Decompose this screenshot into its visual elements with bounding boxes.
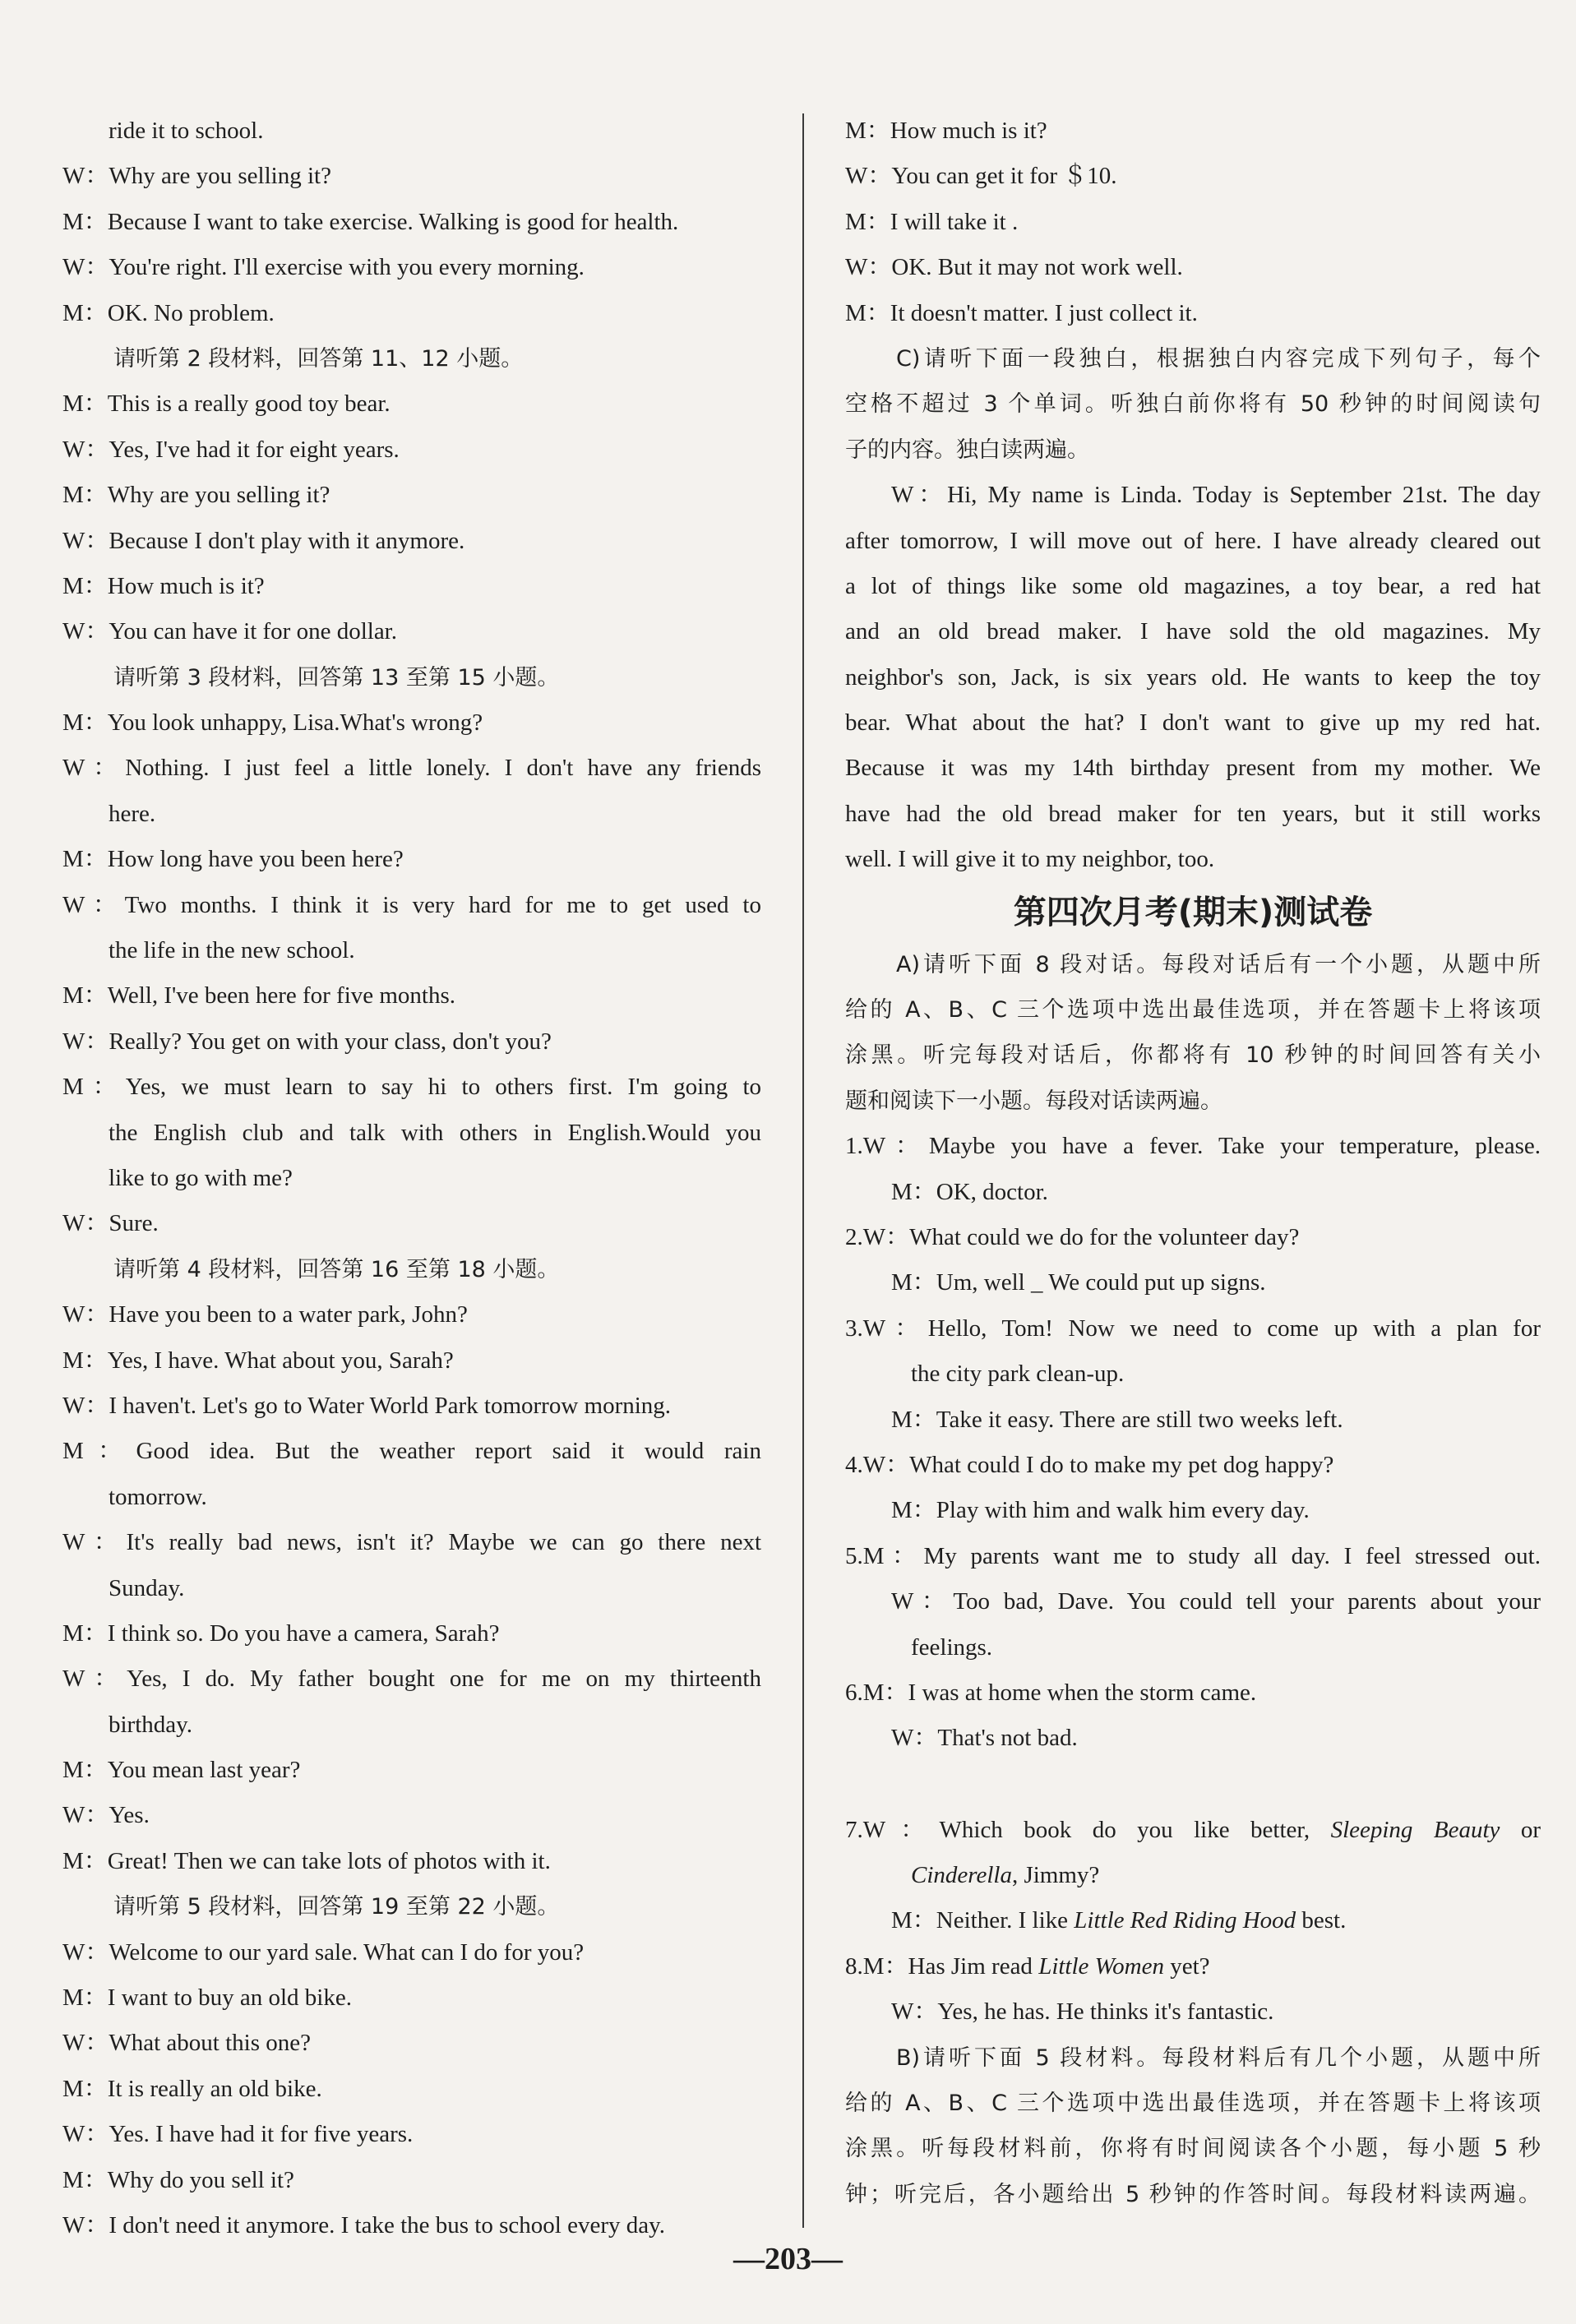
text-line: W：Too bad, Dave. You could tell your parents about your xyxy=(891,1588,1541,1615)
text-line: M：This is a really good toy bear. xyxy=(62,390,391,418)
text-line: 6.M：I was at home when the storm came. xyxy=(845,1679,1257,1706)
text-line: M：OK, doctor. xyxy=(891,1178,1048,1205)
text-line: M：Why do you sell it? xyxy=(62,2166,294,2193)
text-line: M：Yes, I have. What about you, Sarah? xyxy=(62,1347,454,1374)
text-line: the city park clean-up. xyxy=(911,1361,1125,1388)
text-line: W：Because I don't play with it anymore. xyxy=(62,527,465,554)
text-line: 5.M：My parents want me to study all day. I feel stressed out. xyxy=(845,1542,1541,1569)
text-line: M：Take it easy. There are still two weeks left. xyxy=(891,1406,1343,1433)
text-line: 请听第 3 段材料，回答第 13 至第 15 小题。 xyxy=(113,664,560,691)
book-title: Little Red Riding Hood xyxy=(1074,1907,1296,1934)
book-title: Cinderella xyxy=(911,1862,1012,1889)
text-line: 子的内容。独白读两遍。 xyxy=(845,437,1089,463)
text-line: A)请听下面 8 段对话。每段对话后有一个小题，从题中所 xyxy=(896,951,1541,977)
text-line: W：I don't need it anymore. I take the bus to school every day. xyxy=(62,2211,665,2239)
text-line: W：Have you been to a water park, John? xyxy=(62,1301,468,1328)
text-segment: , Jimmy? xyxy=(1011,1862,1100,1889)
text-segment: 7.W：Which book do you like better, xyxy=(845,1816,1331,1843)
text-line: like to go with me? xyxy=(109,1164,293,1191)
text-line: M：I will take it . xyxy=(845,208,1019,235)
text-line: and an old bread maker. I have sold the old magazines. My xyxy=(845,618,1541,645)
text-line: here. xyxy=(109,800,156,827)
section-heading: 第四次月考(期末)测试卷 xyxy=(1013,893,1373,931)
text-line: bear. What about the hat? I don't want to give up my red hat. xyxy=(845,709,1541,737)
text-line: M：Well, I've been here for five months. xyxy=(62,982,456,1010)
text-line: Sunday. xyxy=(109,1574,185,1601)
text-line: W：Nothing. I just feel a little lonely. I don't have any friends xyxy=(62,755,761,782)
text-line: W：I haven't. Let's go to Water World Park tomorrow morning. xyxy=(62,1392,672,1419)
text-line: M：I want to buy an old bike. xyxy=(62,1984,352,2012)
text-line: W：Yes, I've had it for eight years. xyxy=(62,436,400,463)
text-line: 请听第 5 段材料，回答第 19 至第 22 小题。 xyxy=(113,1894,560,1920)
text-line: W：You're right. I'll exercise with you every morning. xyxy=(62,254,585,281)
text-line: neighbor's son, Jack, is six years old. He wants to keep the toy xyxy=(845,663,1541,691)
right-tail-block xyxy=(845,2035,1541,2218)
text-line: M：Um, well _ We could put up signs. xyxy=(891,1269,1266,1296)
right-bottom-block xyxy=(845,942,1541,1808)
book-title: Little Women xyxy=(1038,1952,1164,1980)
text-line: M：Yes, we must learn to say hi to others first. I'm going to xyxy=(62,1074,761,1101)
text-segment: M：Neither. I like xyxy=(891,1907,1075,1934)
text-line: M：Good idea. But the weather report said it would rain xyxy=(62,1438,761,1465)
text-line: 请听第 4 段材料，回答第 16 至第 18 小题。 xyxy=(113,1256,560,1282)
text-line: W：Yes. xyxy=(62,1802,150,1829)
text-line xyxy=(845,1762,1541,1808)
text-line: 给的 A、B、C 三个选项中选出最佳选项，并在答题卡上将该项 xyxy=(845,997,1541,1023)
text-line: 给的 A、B、C 三个选项中选出最佳选项，并在答题卡上将该项 xyxy=(845,2091,1541,2117)
text-line xyxy=(845,1989,1541,2035)
text-line: 1.W：Maybe you have a fever. Take your temperature, please. xyxy=(845,1133,1541,1160)
right-italic-block xyxy=(845,1808,1541,2035)
text-line: have had the old bread maker for ten years, but it still works xyxy=(845,800,1541,827)
text-line: M：How much is it? xyxy=(845,118,1047,144)
text-line: birthday. xyxy=(109,1711,193,1738)
text-line: W：Sure. xyxy=(62,1210,159,1237)
right-top-block xyxy=(845,109,1541,883)
text-line: M：You look unhappy, Lisa.What's wrong? xyxy=(62,709,483,737)
text-line: M：OK. No problem. xyxy=(62,299,275,326)
text-line: M：How much is it? xyxy=(62,572,265,599)
text-line: M：Why are you selling it? xyxy=(62,482,330,509)
text-line: 题和阅读下一小题。每段对话读两遍。 xyxy=(845,1088,1222,1114)
text-line: 空格不超过 3 个单词。听独白前你将有 50 秒钟的时间阅读句 xyxy=(845,391,1541,418)
text-line xyxy=(845,1898,1541,1943)
text-line: M：How long have you been here? xyxy=(62,846,404,873)
right-column xyxy=(845,109,1541,2217)
left-column xyxy=(62,109,761,2248)
text-line: W：Welcome to our yard sale. What can I do for you? xyxy=(62,1938,585,1966)
text-line: 钟；听完后，各小题给出 5 秒钟的作答时间。每段材料读两遍。 xyxy=(845,2181,1541,2207)
text-line: W：Really? You get on with your class, don't you? xyxy=(62,1028,552,1055)
text-line: W：Why are you selling it? xyxy=(62,163,331,190)
column-divider xyxy=(802,113,804,2228)
text-line: ride it to school. xyxy=(109,118,264,144)
text-line: W：Two months. I think it is very hard for me to get used to xyxy=(62,891,761,918)
text-line xyxy=(845,1944,1541,1989)
text-segment: or xyxy=(1500,1816,1541,1843)
text-line: M：It doesn't matter. I just collect it. xyxy=(845,299,1198,326)
text-line: M：It is really an old bike. xyxy=(62,2075,322,2102)
text-line xyxy=(845,1853,1541,1898)
text-line: 2.W：What could we do for the volunteer day? xyxy=(845,1223,1300,1250)
text-line: a lot of things like some old magazines, a toy bear, a red hat xyxy=(845,572,1541,599)
text-line: 涂黑。听每段材料前，你将有时间阅读各个小题，每小题 5 秒 xyxy=(845,2136,1541,2162)
text-line: the life in the new school. xyxy=(109,937,355,964)
text-line: W：Yes. I have had it for five years. xyxy=(62,2121,414,2148)
text-line: 4.W：What could I do to make my pet dog happy? xyxy=(845,1451,1334,1478)
text-line: W：OK. But it may not work well. xyxy=(845,254,1183,281)
page-number: —203— xyxy=(733,2242,843,2276)
text-line: 涂黑。听完每段对话后，你都将有 10 秒钟的时间回答有关小 xyxy=(845,1042,1541,1069)
text-line: Because it was my 14th birthday present from my mother. We xyxy=(845,755,1541,782)
text-line: M：Because I want to take exercise. Walking is good for health. xyxy=(62,208,679,235)
text-line: the English club and talk with others in English.Would you xyxy=(109,1119,761,1146)
text-line: 请听第 2 段材料，回答第 11、12 小题。 xyxy=(113,345,524,372)
text-line: tomorrow. xyxy=(109,1483,207,1510)
text-line: W：You can have it for one dollar. xyxy=(62,618,397,645)
text-line: well. I will give it to my neighbor, too. xyxy=(845,846,1215,873)
text-line: W：You can get it for ＄10. xyxy=(845,163,1117,190)
text-line: W：That's not bad. xyxy=(891,1725,1078,1752)
text-line: W：It's really bad news, isn't it? Maybe we can go there next xyxy=(62,1529,761,1556)
text-line: M：I think so. Do you have a camera, Sarah? xyxy=(62,1619,500,1647)
text-line: M：Great! Then we can take lots of photos with it. xyxy=(62,1847,551,1874)
text-line: after tomorrow, I will move out of here. I have already cleared out xyxy=(845,527,1541,554)
text-line: M：You mean last year? xyxy=(62,1757,301,1784)
text-segment: W：Yes, he has. He thinks it's fantastic. xyxy=(891,1998,1274,2026)
text-line: W：Yes, I do. My father bought one for me on my thirteenth xyxy=(62,1666,761,1693)
text-line: M：Play with him and walk him every day. xyxy=(891,1497,1310,1524)
text-line: W：What about this one? xyxy=(62,2030,311,2057)
text-segment: yet? xyxy=(1163,1952,1210,1980)
text-line: B)请听下面 5 段材料。每段材料后有几个小题，从题中所 xyxy=(896,2044,1541,2071)
book-title: Sleeping Beauty xyxy=(1330,1816,1500,1843)
text-segment: best. xyxy=(1296,1907,1347,1934)
text-segment: 8.M：Has Jim read xyxy=(845,1952,1039,1980)
text-line: W：Hi, My name is Linda. Today is September 21st. The day xyxy=(891,482,1541,509)
text-line xyxy=(845,1808,1541,1853)
text-line: C)请听下面一段独白，根据独白内容完成下列句子，每个 xyxy=(896,345,1541,372)
text-line: 3.W：Hello, Tom! Now we need to come up with a plan for xyxy=(845,1314,1541,1342)
text-line: feelings. xyxy=(911,1633,993,1661)
